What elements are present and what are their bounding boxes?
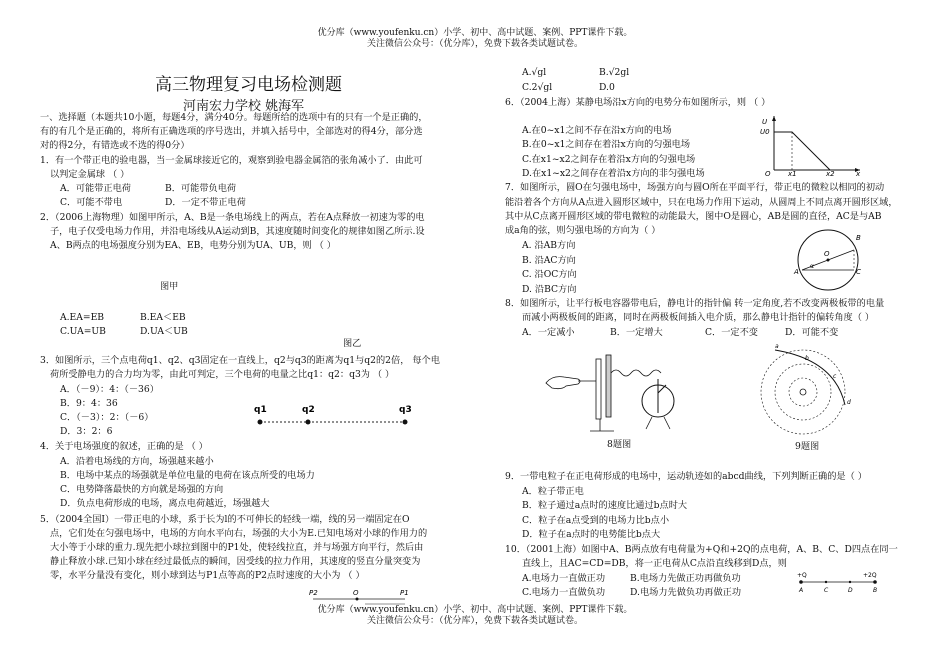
label-u: U bbox=[762, 118, 768, 126]
q9-trajectory-figure bbox=[755, 342, 860, 442]
page-title: 高三物理复习电场检测题 bbox=[155, 75, 342, 95]
charge-q3-dot bbox=[403, 420, 408, 425]
q9-option-c: C．粒子在a点受到的电场力比b点小 bbox=[522, 515, 670, 526]
q3-option-b: B．9：4：36 bbox=[60, 398, 118, 409]
footer-line-2: 关注微信公众号：（优分库），免费下载各类试题试卷。 bbox=[366, 615, 583, 626]
q1-option-b: B．可能带负电荷 bbox=[165, 183, 237, 194]
q7-text-4: 成a角的弦，则匀强电场的方向为（ ） bbox=[505, 225, 661, 236]
q4-option-a: A．沿着电场线的方向，场强越来越小 bbox=[60, 456, 214, 467]
label-a: a bbox=[775, 343, 779, 350]
positive-charge bbox=[800, 389, 806, 395]
q7-text-1: 7．如图所示，圆O在匀强电场中，场强方向与圆O所在平面平行，带正电的微粒以相同的初动 bbox=[505, 182, 885, 193]
point-a bbox=[799, 580, 803, 584]
q5-option-a: A.√gl bbox=[522, 67, 547, 78]
q3-text-2: 荷所受静电力的合力均为零，由此可判定，三个电荷的电量之比q1：q2：q3为 （ ） bbox=[50, 369, 395, 380]
electrometer-needle bbox=[658, 385, 666, 393]
equipotential-middle bbox=[775, 364, 831, 420]
q7-circle-figure bbox=[790, 226, 870, 296]
q10-option-c: C.电场力一直做负功 bbox=[522, 587, 606, 598]
q8-text-1: 8．如图所示，让平行板电容器带电后，静电计的指针偏 转一定角度,若不改变两极板带的电量 bbox=[505, 298, 885, 309]
q9-option-d: D．粒子在a点时的电势能比b点大 bbox=[522, 529, 661, 540]
q1-text-1: 1．有一个带正电的验电器，当一金属球接近它的，观察到验电器金属箔的张角减小了．由此可 bbox=[40, 155, 423, 166]
q7-option-a: A. 沿AB方向 bbox=[522, 240, 576, 251]
q6-option-b: B.在0~x1之间存在着沿x方向的匀强电场 bbox=[522, 139, 691, 150]
intro-line-2: 有的有几个是正确的，将所有正确选项的序号选出，并填入括号中，全部选对的得4分，部分选 bbox=[40, 126, 423, 137]
stand-leg-right bbox=[664, 417, 670, 429]
q7-option-d: D. 沿BC方向 bbox=[522, 284, 577, 295]
q7-text-2: 能沿着各个方向从A点进入圆形区域中，只在电场力作用下运动，从圆周上不同点离开圆形区域， bbox=[505, 197, 898, 208]
q5-option-c: C.2√gl bbox=[522, 82, 553, 93]
q8-option-b: B．一定增大 bbox=[610, 327, 663, 338]
q7-option-b: B. 沿AC方向 bbox=[522, 255, 576, 266]
q5-text-2: 点，它们处在匀强电场中，电场的方向水平向右，场强的大小为E.已知电场对小球的作用力的 bbox=[50, 528, 428, 539]
q6-option-d: D.在x1~x2之间存在着沿x方向的非匀强电场 bbox=[522, 168, 705, 179]
q9-option-a: A．粒子带正电 bbox=[522, 486, 584, 497]
equipotential-inner bbox=[789, 378, 817, 406]
q3-text-1: 3．如图所示，三个点电荷q1、q2、q3固定在一直线上，q2与q3的距离为q1与q2的2倍， 每个电 bbox=[40, 355, 440, 366]
label-b: B bbox=[856, 234, 861, 242]
label-p2: P2 bbox=[309, 589, 318, 597]
figure-9-caption: 9题图 bbox=[795, 441, 820, 452]
label-o: O bbox=[765, 170, 771, 177]
q6-option-a: A.在0~x1之间不存在沿x方向的电场 bbox=[522, 125, 672, 136]
q1-option-a: A．可能带正电荷 bbox=[60, 183, 131, 194]
q5-text-1: 5．（2004全国Ⅰ）一带正电的小球，系于长为l的不可伸长的轻线一端，线的另一端固定在O bbox=[40, 514, 410, 525]
q10-charges-line-figure bbox=[793, 568, 883, 596]
label-a: A bbox=[799, 587, 804, 594]
q5-text-3: 大小等于小球的重力.现先把小球拉到图中的P1处，使轻线拉直，并与场强方向平行，然后由 bbox=[50, 542, 424, 553]
q4-option-b: B．电场中某点的场强就是单位电量的电荷在该点所受的电场力 bbox=[60, 470, 315, 481]
label-x1: x1 bbox=[788, 170, 797, 177]
q10-text-2: 直线上，且AC=CD=DB，将一正电荷从C点沿直线移到D点，则 bbox=[522, 558, 787, 569]
q8-option-c: C．一定不变 bbox=[705, 327, 758, 338]
hand-icon bbox=[546, 377, 580, 389]
q9-option-b: B．粒子通过a点时的速度比通过b点时大 bbox=[522, 500, 688, 511]
q2-text-1: 2．（2006上海物理）如图甲所示，A、B是一条电场线上的两点，若在A点释放一初速为零的电 bbox=[40, 212, 425, 223]
q1-text-2: 以判定金属球 （ ） bbox=[50, 169, 130, 180]
q1-option-c: C．可能不带电 bbox=[60, 197, 123, 208]
potential-curve bbox=[774, 132, 830, 170]
label-alpha: α bbox=[810, 263, 814, 270]
q5-option-b: B.√2gl bbox=[599, 67, 630, 78]
center-o bbox=[827, 259, 830, 262]
figure-jia-caption: 图甲 bbox=[160, 281, 179, 292]
figure-yi-caption: 图乙 bbox=[343, 338, 362, 349]
y-axis-arrow bbox=[772, 116, 776, 121]
q5-option-d: D.0 bbox=[599, 82, 615, 93]
label-q2: q2 bbox=[302, 405, 315, 415]
intro-line-3: 对的得2分，有错选或不选的得0分） bbox=[40, 140, 190, 151]
label-o: O bbox=[824, 250, 830, 258]
stand-leg-left bbox=[646, 417, 652, 429]
q7-text-3: 其中从C点离开圆形区域的带电微粒的动能最大，图中O是圆心，AB是圆的直径，AC是与AB bbox=[505, 211, 882, 222]
q6-potential-graph bbox=[760, 112, 865, 177]
label-p1: P1 bbox=[400, 589, 409, 597]
q5-text-4: 静止释放小球.已知小球在经过最低点的瞬间，因受线的拉力作用，其速度的竖直分量突变为 bbox=[50, 556, 421, 567]
page-header bbox=[0, 27, 950, 51]
q4-option-c: C．电势降落最快的方向就是场强的方向 bbox=[60, 484, 224, 495]
q3-charges-figure bbox=[250, 400, 420, 430]
q3-option-a: A．（－9）：4：（－36） bbox=[60, 384, 159, 395]
label-c: c bbox=[833, 373, 837, 380]
label-c: C bbox=[824, 587, 829, 594]
connecting-wire bbox=[611, 370, 661, 376]
q3-option-c: C．（－3）：2：（－6） bbox=[60, 412, 154, 423]
capacitor-plate-right bbox=[606, 355, 611, 417]
page-footer bbox=[0, 604, 950, 628]
author: 河南宏力学校 姚海军 bbox=[183, 99, 305, 114]
figure-8-caption: 8题图 bbox=[607, 439, 632, 450]
label-c: C bbox=[856, 268, 861, 276]
header-line-1: 优分库（www.youfenku.cn）小学、初中、高中试题、案例、PPT课件下载。 bbox=[317, 28, 633, 38]
label-u0: U0 bbox=[760, 128, 770, 136]
q5-text-5: 零，水平分量没有变化，则小球到达与P1点等高的P2点时速度的大小为 （ ） bbox=[50, 570, 365, 581]
q2-text-2: 子，电子仅受电场力作用，并沿电场线从A运动到B，其速度随时间变化的规律如图乙所示.设 bbox=[50, 226, 425, 237]
q2-option-b: B.EA＜EB bbox=[140, 312, 186, 323]
charge-q1-dot bbox=[258, 420, 263, 425]
equipotential-outer bbox=[761, 350, 845, 434]
q4-text-1: 4．关于电场强度的叙述，正确的是 （ ） bbox=[40, 441, 208, 452]
point-b bbox=[873, 580, 877, 584]
label-plus-q: +Q bbox=[797, 572, 807, 579]
q8-option-a: A．一定减小 bbox=[522, 327, 575, 338]
label-d: D bbox=[848, 587, 853, 594]
q10-text-1: 10．（2001上海）如图中A、B两点放有电荷量为+Q和+2Q的点电荷，A、B、C、D四点在同一 bbox=[505, 544, 898, 555]
label-x: x bbox=[856, 170, 861, 177]
q2-option-d: D.UA＜UB bbox=[140, 326, 188, 337]
q7-option-c: C. 沿OC方向 bbox=[522, 269, 577, 280]
footer-line-1: 优分库（www.youfenku.cn）小学、初中、高中试题、案例、PPT课件下载。 bbox=[317, 605, 633, 615]
point-c bbox=[825, 581, 827, 583]
label-q3: q3 bbox=[399, 405, 412, 415]
q8-capacitor-apparatus bbox=[540, 343, 700, 443]
pivot-o bbox=[356, 598, 359, 601]
q10-option-d: D.电场力先做负功再做正功 bbox=[630, 587, 742, 598]
label-x2: x2 bbox=[826, 170, 835, 177]
q1-option-d: D．一定不带正电荷 bbox=[165, 197, 246, 208]
q8-text-2: 而减小两极板间的距离，同时在两极板间插入电介质，那么静电计指针的偏转角度（ ） bbox=[522, 312, 875, 323]
capacitor-plate-left bbox=[596, 359, 601, 419]
q2-text-3: A、B两点的电场强度分别为EA、EB，电势分别为UA、UB，则 （ ） bbox=[50, 240, 336, 251]
label-a: A bbox=[794, 268, 799, 276]
point-d bbox=[849, 581, 851, 583]
q2-option-c: C.UA=UB bbox=[60, 326, 106, 337]
q3-option-d: D．3：2：6 bbox=[60, 426, 113, 437]
q10-option-b: B.电场力先做正功再做负功 bbox=[630, 573, 741, 584]
q9-text-1: 9．一带电粒子在正电荷形成的电场中，运动轨迹如的abcd曲线，下列判断正确的是（ ） bbox=[505, 471, 867, 482]
q6-option-c: C.在x1~x2之间存在着沿x方向的匀强电场 bbox=[522, 154, 696, 165]
charge-q2-dot bbox=[306, 420, 311, 425]
label-b: b bbox=[805, 355, 809, 362]
label-d: d bbox=[847, 399, 851, 406]
label-q1: q1 bbox=[254, 405, 267, 415]
label-o: O bbox=[353, 589, 359, 597]
q10-option-a: A.电场力一直做正功 bbox=[522, 573, 606, 584]
label-b: B bbox=[873, 587, 878, 594]
q8-option-d: D．可能不变 bbox=[785, 327, 839, 338]
q4-option-d: D．负点电荷形成的电场，离点电荷越近，场强越大 bbox=[60, 498, 270, 509]
q2-option-a: A.EA=EB bbox=[60, 312, 105, 323]
intro-line-1: 一、选择题（本题共10小题，每题4分，满分40分。每题所给的选项中有的只有一个是正确的， bbox=[40, 112, 428, 123]
header-line-2: 关注微信公众号：（优分库），免费下载各类试题试卷。 bbox=[366, 38, 583, 49]
q6-text-1: 6．（2004上海）某静电场沿x方向的电势分布如图所示，则 （ ） bbox=[505, 97, 771, 108]
label-plus-2q: +2Q bbox=[863, 572, 877, 579]
